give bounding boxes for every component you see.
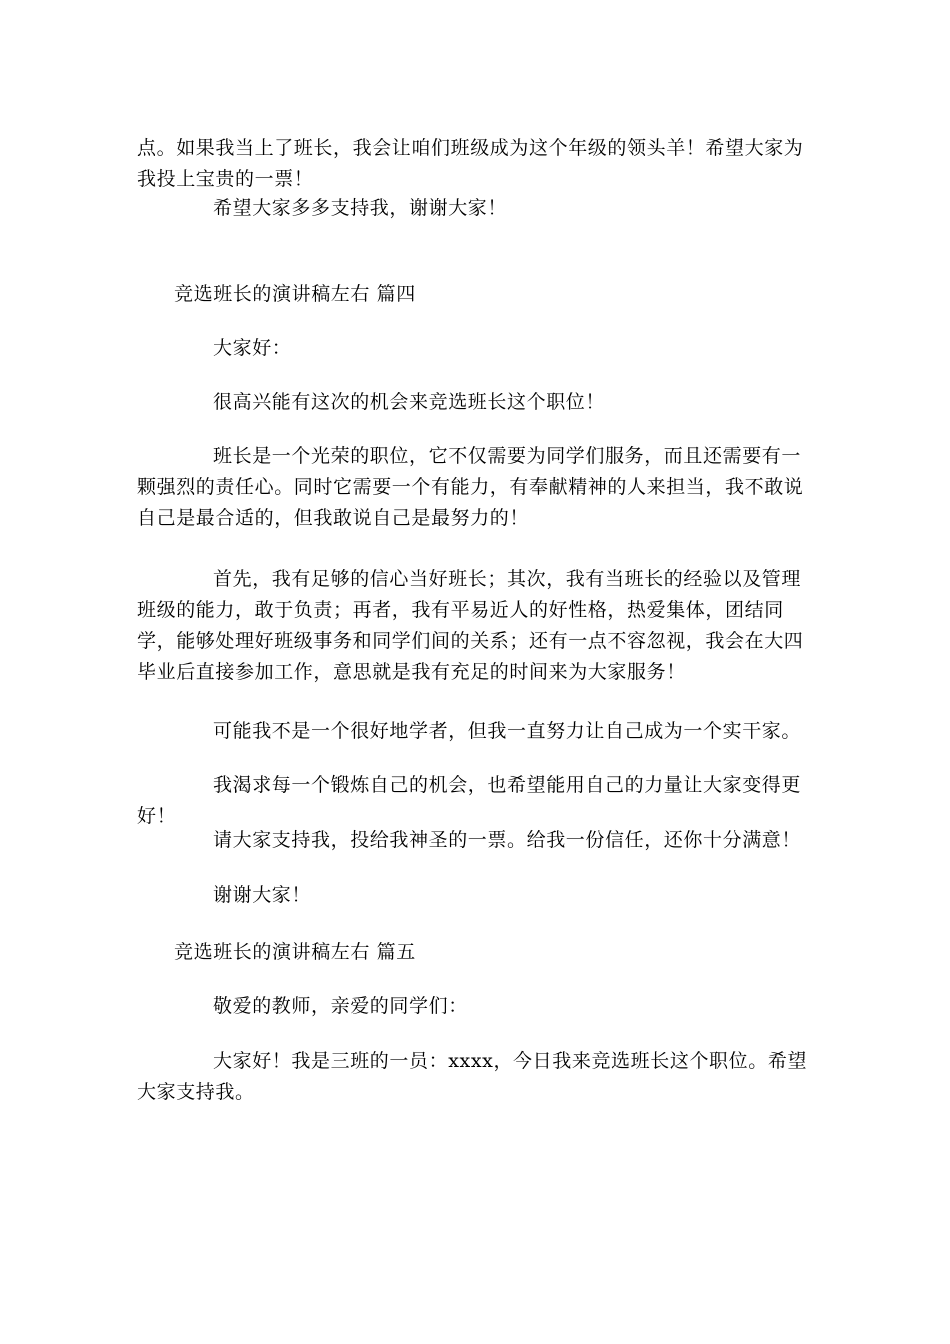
section-heading-part-five: 竞选班长的演讲稿左右 篇五 <box>174 941 416 963</box>
paragraph-salutation: 敬爱的教师，亲爱的同学们： <box>213 995 468 1017</box>
paragraph-monitor-role: 班长是一个光荣的职位，它不仅需要为同学们服务，而且还需要有一颗强烈的责任心。同时它需要一个有能力，有奉献精神的人来担当，我不敢说自己是最合适的，但我敢说自己是最努力的！ <box>137 445 804 529</box>
paragraph-greeting: 大家好： <box>213 337 292 359</box>
paragraph-intro: 很高兴能有这次的机会来竞选班长这个职位！ <box>213 391 606 413</box>
paragraph-continuation: 点。如果我当上了班长，我会让咱们班级成为这个年级的领头羊！希望大家为我投上宝贵的一票！ <box>137 137 804 190</box>
paragraph-vote-request: 请大家支持我，投给我神圣的一票。给我一份信任，还你十分满意！ <box>213 829 802 851</box>
paragraph-aspiration: 我渴求每一个锻炼自己的机会，也希望能用自己的力量让大家变得更好！ <box>137 774 802 827</box>
paragraph-closing-thanks: 希望大家多多支持我，谢谢大家！ <box>213 197 508 219</box>
paragraph-self-intro: 大家好！我是三班的一员：xxxx，今日我来竞选班长这个职位。希望大家支持我。 <box>137 1050 808 1103</box>
paragraph-doer: 可能我不是一个很好地学者，但我一直努力让自己成为一个实干家。 <box>213 720 802 742</box>
paragraph-thanks: 谢谢大家！ <box>213 884 312 906</box>
paragraph-qualifications: 首先，我有足够的信心当好班长；其次，我有当班长的经验以及管理班级的能力，敢于负责；再者，我有平易近人的好性格，热爱集体，团结同学，能够处理好班级事务和同学们间的关系；还有一点不容忽视，我会在大四毕业后直接参加工作，意思就是我有充足的时间来为大家服务！ <box>137 568 804 683</box>
section-heading-part-four: 竞选班长的演讲稿左右 篇四 <box>174 283 416 305</box>
